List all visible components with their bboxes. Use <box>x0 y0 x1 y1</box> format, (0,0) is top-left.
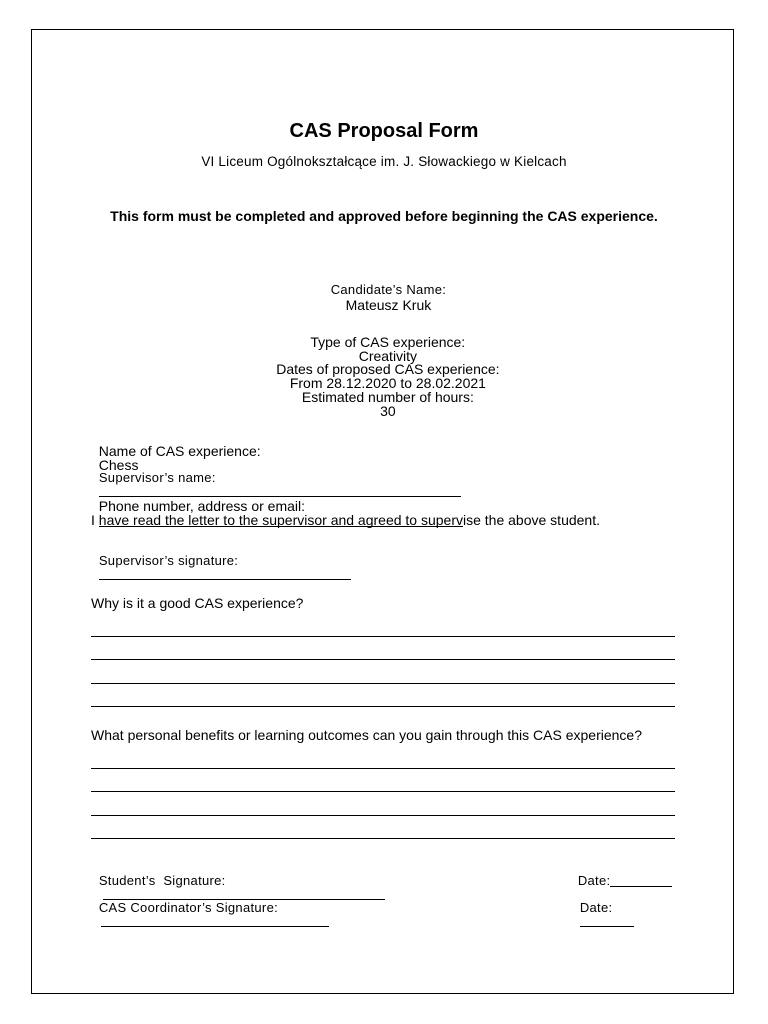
answer-line[interactable] <box>91 768 675 769</box>
coordinator-signature-row <box>91 888 329 927</box>
supervisor-signature-row <box>91 541 351 580</box>
coordinator-date-row <box>572 888 634 927</box>
coordinator-signature-label: CAS Coordinator’s Signature: <box>98 900 279 915</box>
experience-dates-value[interactable]: From 28.12.2020 to 28.02.2021 <box>289 375 486 391</box>
estimated-hours-row <box>0 376 768 418</box>
experience-type-value[interactable]: Creativity <box>358 348 418 364</box>
answer-line[interactable] <box>91 815 675 816</box>
experience-name-label: Name of CAS experience: <box>98 443 261 459</box>
school-name: VI Liceum Ogólnokształcące im. J. Słowackiego w Kielcach <box>201 154 567 169</box>
supervisor-signature-label: Supervisor’s signature: <box>98 553 239 568</box>
supervisor-contact-label: Phone number, address or email: <box>98 498 306 514</box>
experience-dates-label: Dates of proposed CAS experience: <box>276 361 500 377</box>
supervisor-name-label: Supervisor’s name: <box>98 470 216 485</box>
question-good-experience: Why is it a good CAS experience? <box>91 595 304 611</box>
supervisor-statement: I have read the letter to the supervisor and agreed to supervise the above student. <box>91 512 600 528</box>
estimated-hours-value[interactable]: 30 <box>380 403 396 419</box>
student-date-row <box>570 861 672 887</box>
coordinator-date-field[interactable] <box>580 914 634 927</box>
supervisor-signature-field[interactable] <box>99 567 351 580</box>
student-date-label: Date: <box>577 873 611 888</box>
candidate-name-value[interactable]: Mateusz Kruk <box>345 297 432 313</box>
answer-line[interactable] <box>91 791 675 792</box>
experience-type-label: Type of CAS experience: <box>310 334 466 350</box>
question-learning-outcomes: What personal benefits or learning outcomes can you gain through this CAS experience? <box>91 727 642 743</box>
coordinator-date-label: Date: <box>579 900 613 915</box>
answer-line[interactable] <box>91 659 675 660</box>
answer-line[interactable] <box>91 838 675 839</box>
answer-line[interactable] <box>91 706 675 707</box>
candidate-name-label: Candidate’s Name: <box>330 282 447 297</box>
estimated-hours-label: Estimated number of hours: <box>301 389 474 405</box>
page-title: CAS Proposal Form <box>289 120 479 142</box>
student-date-field[interactable] <box>610 874 672 887</box>
candidate-name-row <box>0 266 768 314</box>
coordinator-signature-field[interactable] <box>101 914 329 927</box>
answer-line[interactable] <box>91 683 675 684</box>
experience-name-value[interactable]: Chess <box>98 457 139 473</box>
answer-line[interactable] <box>91 636 675 637</box>
student-signature-label: Student’s Signature: <box>98 873 226 888</box>
approval-notice: This form must be completed and approved before beginning the CAS experience. <box>110 208 658 224</box>
